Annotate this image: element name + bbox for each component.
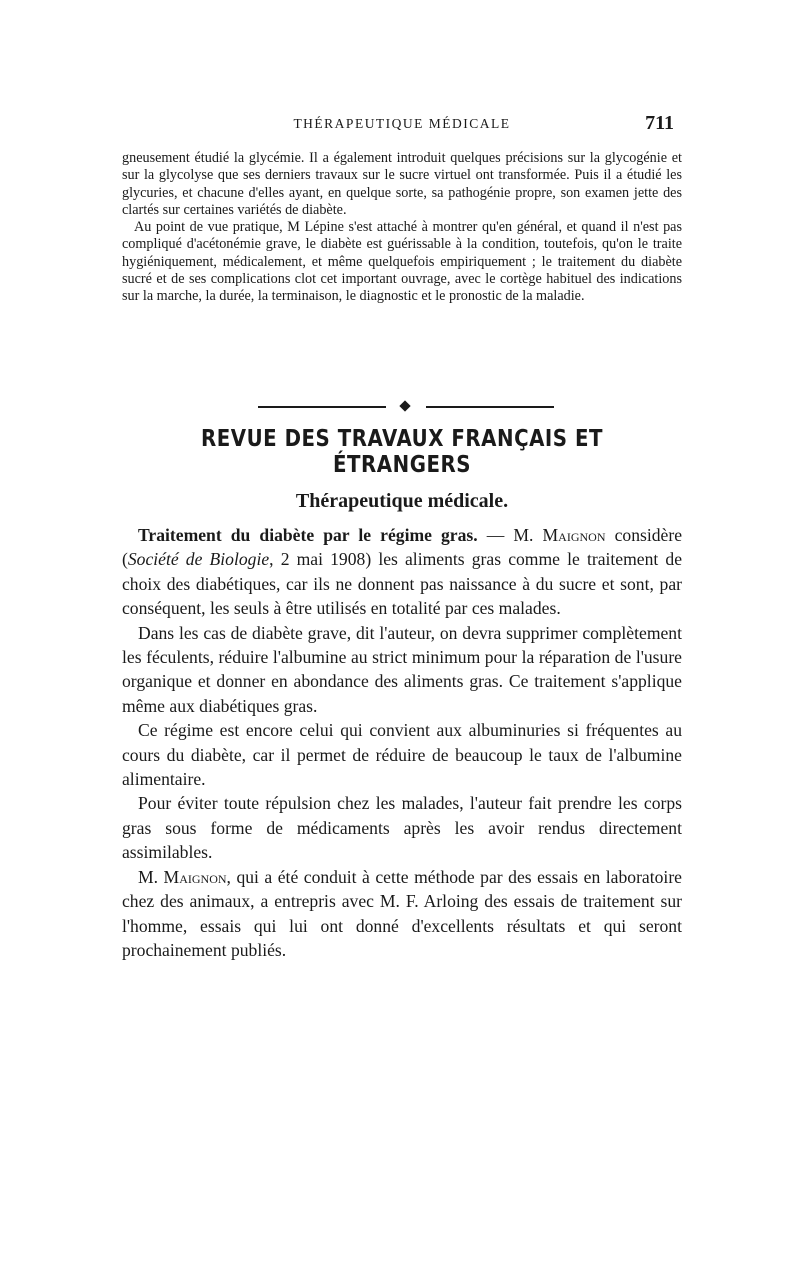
- article-source: Société de Biologie: [127, 549, 270, 570]
- intro-paragraph-1: gneusement étudié la glycémie. Il a également introduit quelques précisions sur la glycogénie et sur la glycolyse que ses derniers travaux sur le sucre virtuel ont transformée. Puis il a étudié les glycuries, et chacune d'elles ayant, en quelque sorte, sa pathogénie propre, son examen jette des clartés sur certaines variétés de diabète.: [122, 150, 682, 218]
- article-author: Maignon: [542, 525, 606, 545]
- article-paragraph-3: Ce régime est encore celui qui convient aux albuminuries si fréquentes au cours du diabète, car il permet de réduire de beaucoup le taux de l'albumine alimentaire.: [122, 720, 682, 790]
- divider-line-left: [258, 406, 386, 408]
- intro-paragraph-2: Au point de vue pratique, M Lépine s'est attaché à montrer qu'en général, et quand il n'est pas compliqué d'acétonémie grave, le diabète est guérissable à la condition, toutefois, qu'on le traite hygiéniquement, médicalement, et même quelquefois empiriquement ; le traitement du diabète sucré et de ses complications clot cet important ouvrage, avec le cortège habituel des indications sur la marche, la durée, la terminaison, le diagnostic et le pronostic de la maladie.: [122, 219, 682, 305]
- lead-before-source: considère (: [122, 525, 683, 570]
- section-heading: REVUE DES TRAVAUX FRANÇAIS ET ÉTRANGERS: [200, 426, 604, 478]
- article-last-paragraph-rest: , qui a été conduit à cette méthode par des essais en laboratoire chez des animaux, a entrepris avec M. F. Arloing des essais de traitement sur l'homme, essais qui lui ont donné d'excellents résultats et qui seront prochainement publiés.: [122, 866, 682, 960]
- article-paragraph-5: [122, 865, 682, 963]
- article-dash: — M.: [477, 525, 543, 545]
- sub-heading: Thérapeutique médicale.: [295, 490, 509, 512]
- running-title: THÉRAPEUTIQUE MÉDICALE: [293, 116, 511, 131]
- page-number: 711: [645, 112, 674, 134]
- article-paragraph-2: Dans les cas de diabète grave, dit l'auteur, on devra supprimer complètement les féculents, réduire l'albumine au strict minimum pour la réparation de l'usure organique et donner en abondance des aliments gras. Ce traitement s'applique même aux diabétiques gras.: [122, 622, 682, 716]
- article-lead-paragraph: [122, 523, 682, 621]
- intro-text-block: [122, 150, 682, 306]
- lead-after-source: , 2 mai 1908) les aliments gras comme le traitement de choix des diabétiques, car ils ne donnent pas naissance à du sucre et sont, par conséquent, les seuls à être utilisés en totalité par ces malades.: [122, 549, 683, 619]
- diamond-ornament-icon: [399, 400, 410, 411]
- divider-line-right: [426, 406, 554, 408]
- article-body: [122, 523, 682, 962]
- article-last-author: M. Maignon: [138, 866, 227, 887]
- running-head: [122, 112, 682, 140]
- article-title: Traitement du diabète par le régime gras.: [138, 525, 478, 545]
- article-paragraph-4: Pour éviter toute répulsion chez les malades, l'auteur fait prendre les corps gras sous forme de médicaments après les avoir rendus directement assimilables.: [122, 793, 682, 863]
- section-divider: [258, 401, 554, 413]
